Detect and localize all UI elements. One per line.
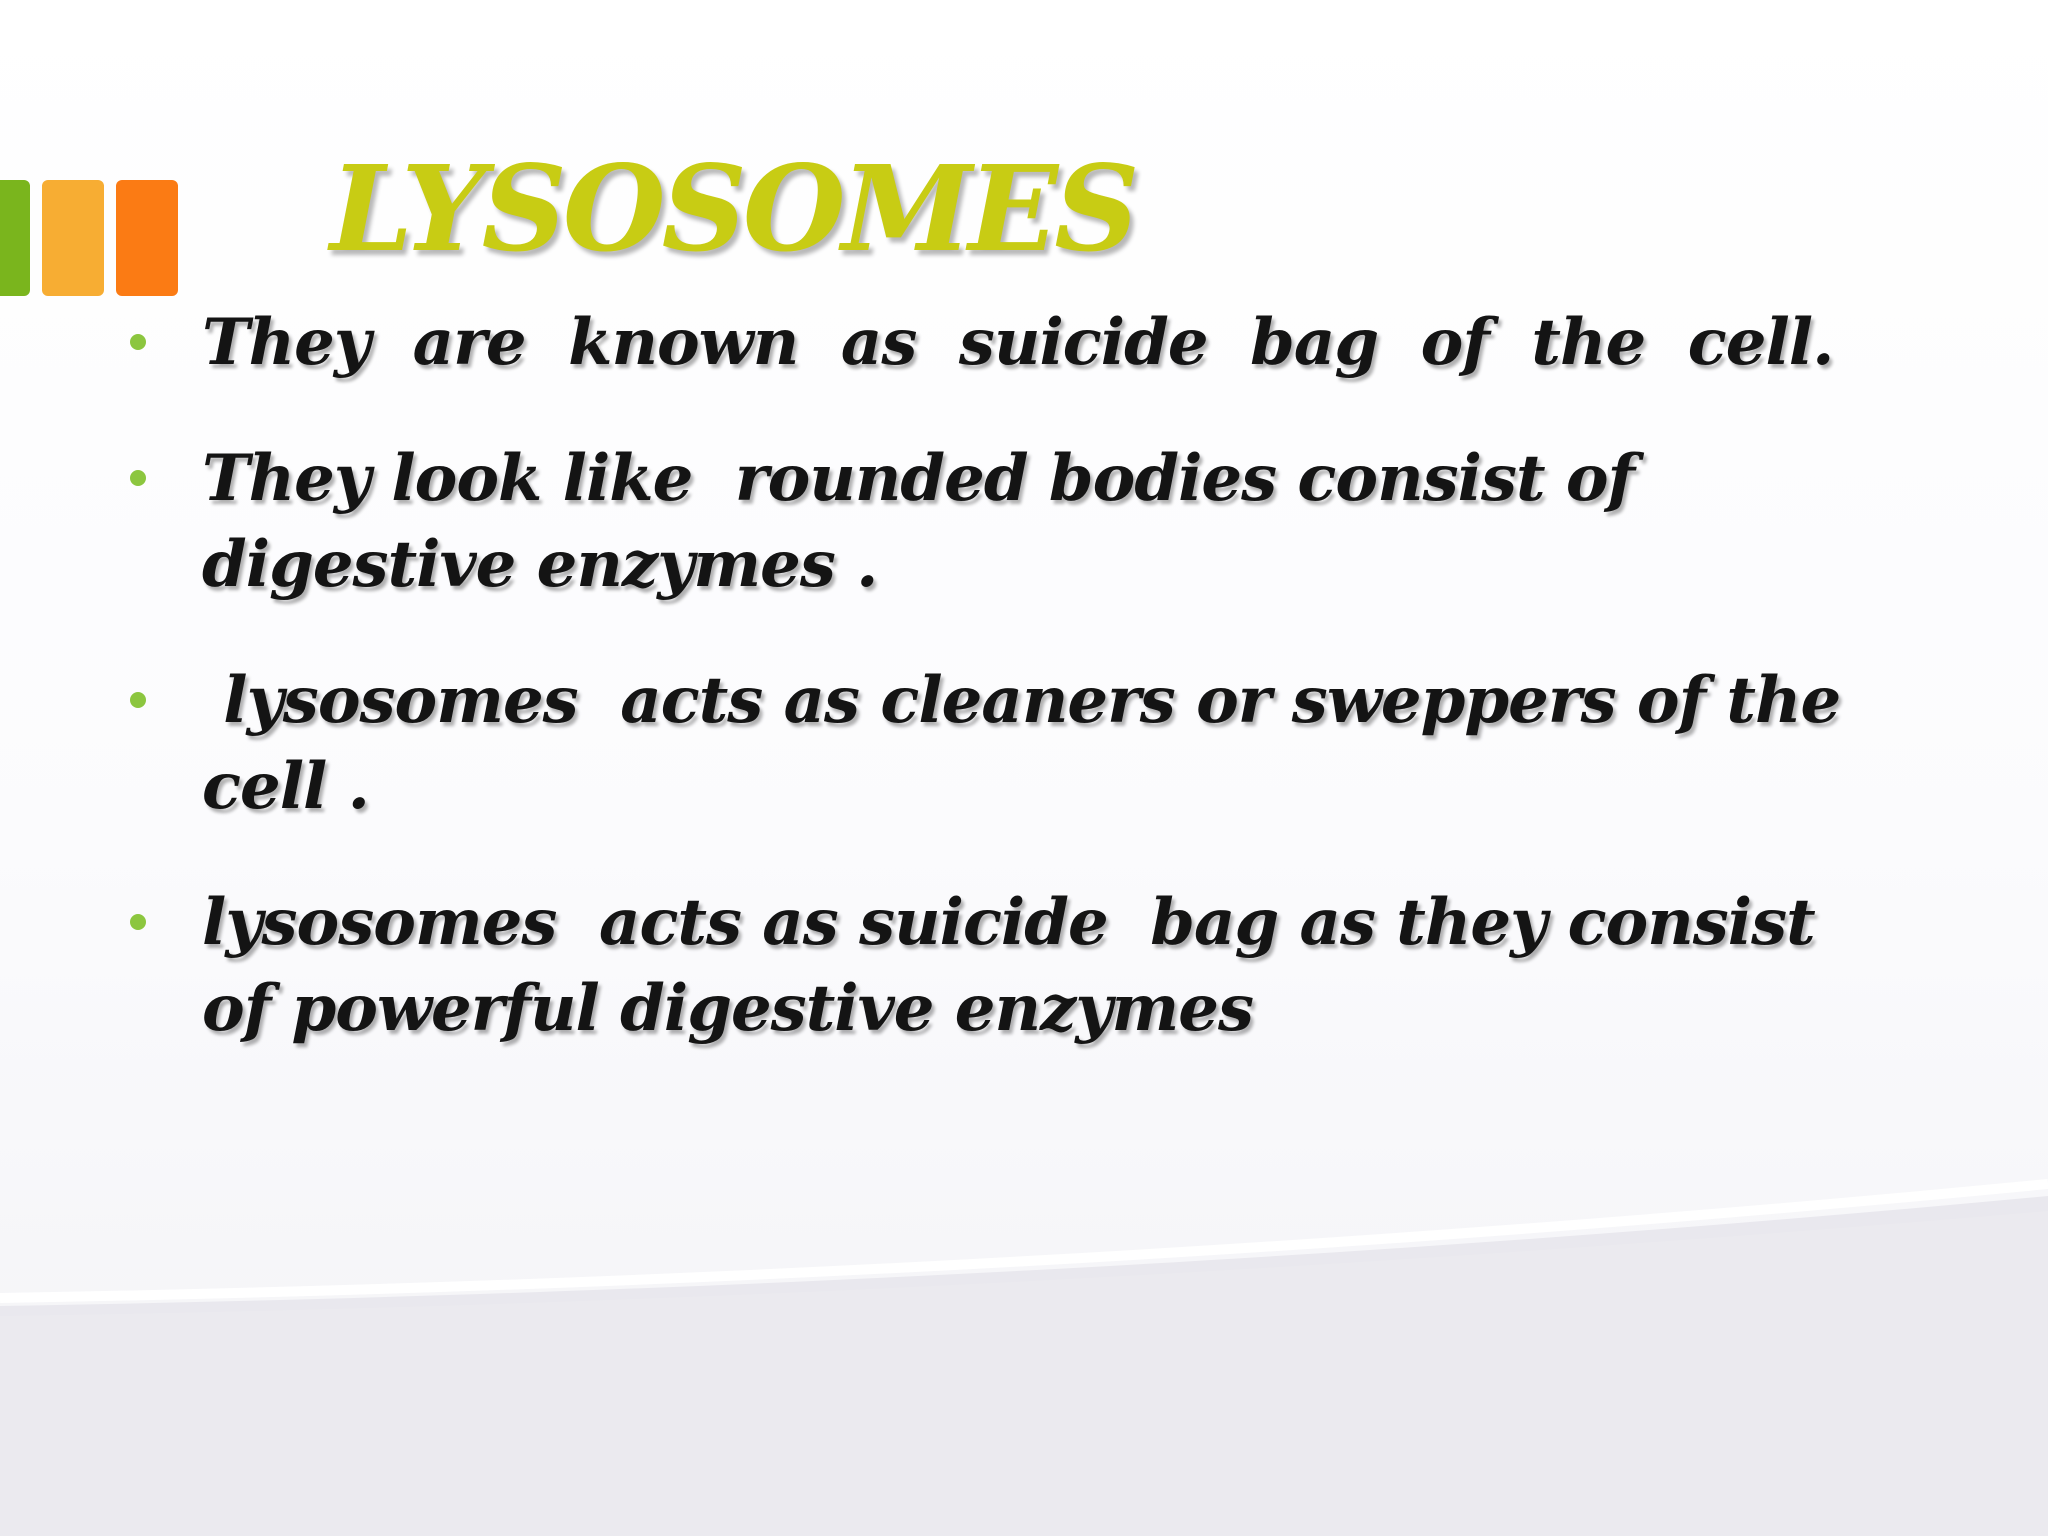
accent-bar-green — [0, 180, 30, 296]
bullet-dot-icon — [130, 914, 146, 930]
bullet-text: lysosomes acts as suicide bag as they consist of powerful digestive enzymes — [202, 885, 1815, 1046]
bullet-text: They look like rounded bodies consist of digestive enzymes . — [202, 441, 1635, 602]
list-item — [130, 436, 1930, 608]
list-item — [130, 300, 1930, 386]
accent-bar-orange — [116, 180, 178, 296]
bullet-text: They are known as suicide bag of the cell. — [202, 305, 1834, 380]
list-item — [130, 658, 1930, 830]
bullet-dot-icon — [130, 470, 146, 486]
accent-bar-yellow — [42, 180, 104, 296]
bottom-swoosh-decoration — [0, 1156, 2048, 1536]
bullet-text: lysosomes acts as cleaners or sweppers of the cell . — [202, 663, 1841, 824]
bullet-list — [130, 300, 1930, 1102]
bullet-dot-icon — [130, 692, 146, 708]
list-item — [130, 880, 1930, 1052]
accent-bars — [0, 180, 180, 296]
bullet-dot-icon — [130, 334, 146, 350]
slide-title: LYSOSOMES — [330, 139, 1136, 278]
